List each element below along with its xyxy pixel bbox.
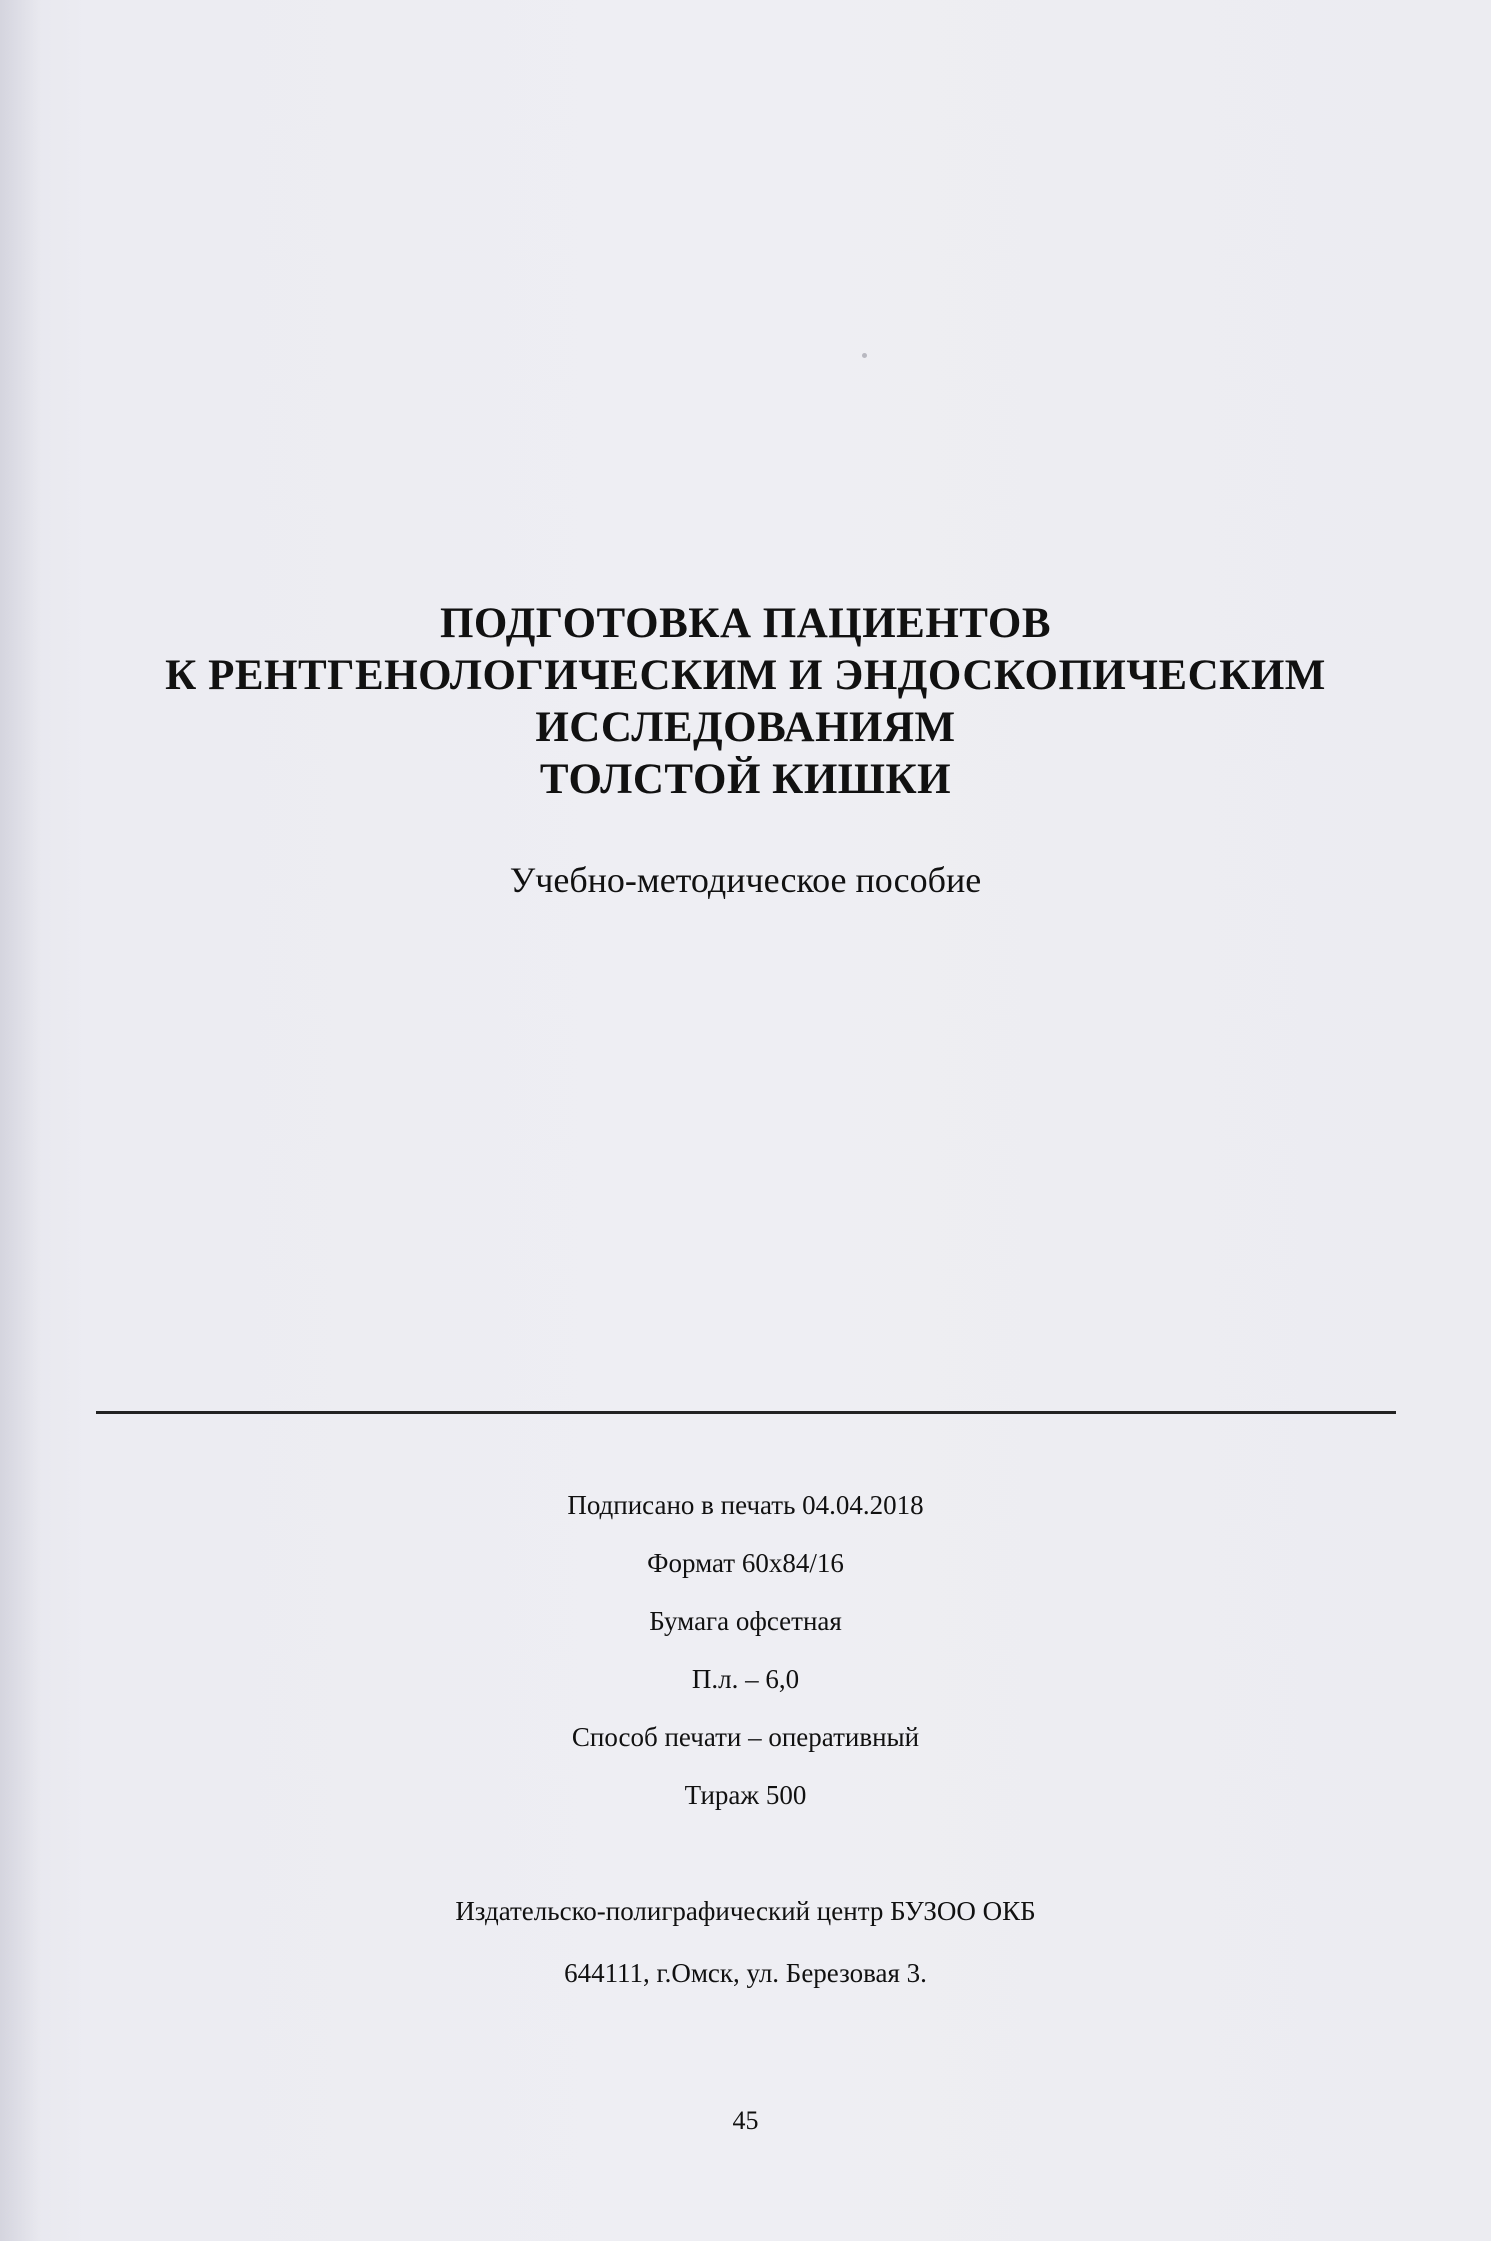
title-line-4: ТОЛСТОЙ КИШКИ (539, 756, 952, 803)
document-title (0, 598, 1491, 806)
publisher-block (0, 1880, 1491, 2004)
page-number: 45 (732, 2106, 759, 2135)
publisher-address: 644111, г.Омск, ул. Березовая 3. (564, 1958, 927, 1988)
imprint-format: Формат 60х84/16 (647, 1548, 844, 1578)
title-line-1: ПОДГОТОВКА ПАЦИЕНТОВ (439, 600, 1052, 647)
imprint-block (0, 1476, 1491, 1824)
imprint-print-sheets: П.л. – 6,0 (691, 1664, 800, 1694)
imprint-signed-date: Подписано в печать 04.04.2018 (567, 1490, 924, 1520)
imprint-circulation: Тираж 500 (684, 1780, 807, 1810)
publisher-name: Издательско-полиграфический центр БУЗОО ОКБ (455, 1896, 1036, 1926)
document-subtitle: Учебно-методическое пособие (509, 860, 982, 900)
imprint-print-method: Способ печати – оперативный (571, 1722, 920, 1752)
imprint-paper: Бумага офсетная (649, 1606, 842, 1636)
title-line-2: К РЕНТГЕНОЛОГИЧЕСКИМ И ЭНДОСКОПИЧЕСКИМ (165, 652, 1326, 699)
paper-speck (862, 353, 867, 358)
title-line-3: ИССЛЕДОВАНИЯМ (535, 704, 956, 751)
horizontal-rule (96, 1411, 1396, 1414)
